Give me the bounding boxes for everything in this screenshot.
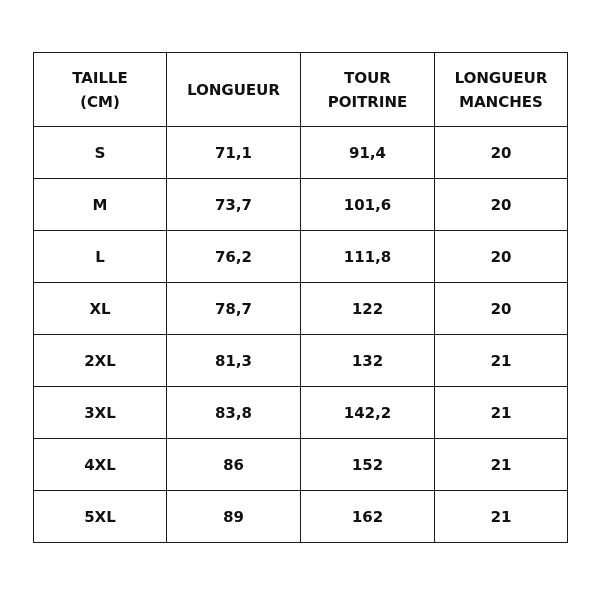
cell-size: L bbox=[34, 231, 167, 283]
size-chart-table bbox=[33, 52, 568, 543]
header-size bbox=[34, 53, 167, 127]
cell-chest: 152 bbox=[301, 439, 435, 491]
table-row bbox=[34, 335, 568, 387]
cell-sleeve: 21 bbox=[435, 491, 568, 543]
cell-chest: 111,8 bbox=[301, 231, 435, 283]
cell-sleeve: 20 bbox=[435, 231, 568, 283]
header-chest-line-2: POITRINE bbox=[327, 92, 408, 111]
cell-sleeve: 20 bbox=[435, 127, 568, 179]
table-row bbox=[34, 439, 568, 491]
cell-sleeve: 20 bbox=[435, 179, 568, 231]
table-row bbox=[34, 387, 568, 439]
cell-size: 2XL bbox=[34, 335, 167, 387]
header-chest-line-1: TOUR bbox=[344, 68, 391, 87]
cell-chest: 91,4 bbox=[301, 127, 435, 179]
table-row bbox=[34, 127, 568, 179]
cell-chest: 132 bbox=[301, 335, 435, 387]
header-sleeve-line-1: LONGUEUR bbox=[454, 68, 548, 87]
cell-chest: 101,6 bbox=[301, 179, 435, 231]
table-row bbox=[34, 231, 568, 283]
cell-length: 86 bbox=[167, 439, 301, 491]
cell-length: 71,1 bbox=[167, 127, 301, 179]
cell-size: M bbox=[34, 179, 167, 231]
cell-sleeve: 21 bbox=[435, 439, 568, 491]
cell-sleeve: 21 bbox=[435, 387, 568, 439]
cell-chest: 122 bbox=[301, 283, 435, 335]
cell-length: 89 bbox=[167, 491, 301, 543]
cell-size: 5XL bbox=[34, 491, 167, 543]
table-row bbox=[34, 491, 568, 543]
cell-chest: 162 bbox=[301, 491, 435, 543]
cell-length: 76,2 bbox=[167, 231, 301, 283]
header-chest bbox=[301, 53, 435, 127]
header-length bbox=[167, 53, 301, 127]
cell-sleeve: 21 bbox=[435, 335, 568, 387]
cell-chest: 142,2 bbox=[301, 387, 435, 439]
cell-length: 73,7 bbox=[167, 179, 301, 231]
table-row bbox=[34, 283, 568, 335]
cell-sleeve: 20 bbox=[435, 283, 568, 335]
cell-length: 81,3 bbox=[167, 335, 301, 387]
header-size-line-2: (CM) bbox=[80, 92, 120, 111]
cell-size: 3XL bbox=[34, 387, 167, 439]
table-row bbox=[34, 179, 568, 231]
cell-length: 78,7 bbox=[167, 283, 301, 335]
cell-size: 4XL bbox=[34, 439, 167, 491]
header-row bbox=[34, 53, 568, 127]
header-size-line-1: TAILLE bbox=[72, 68, 128, 87]
header-sleeve-line-2: MANCHES bbox=[459, 92, 543, 111]
header-sleeve bbox=[435, 53, 568, 127]
header-length-line-1: LONGUEUR bbox=[187, 80, 280, 99]
cell-length: 83,8 bbox=[167, 387, 301, 439]
cell-size: XL bbox=[34, 283, 167, 335]
cell-size: S bbox=[34, 127, 167, 179]
